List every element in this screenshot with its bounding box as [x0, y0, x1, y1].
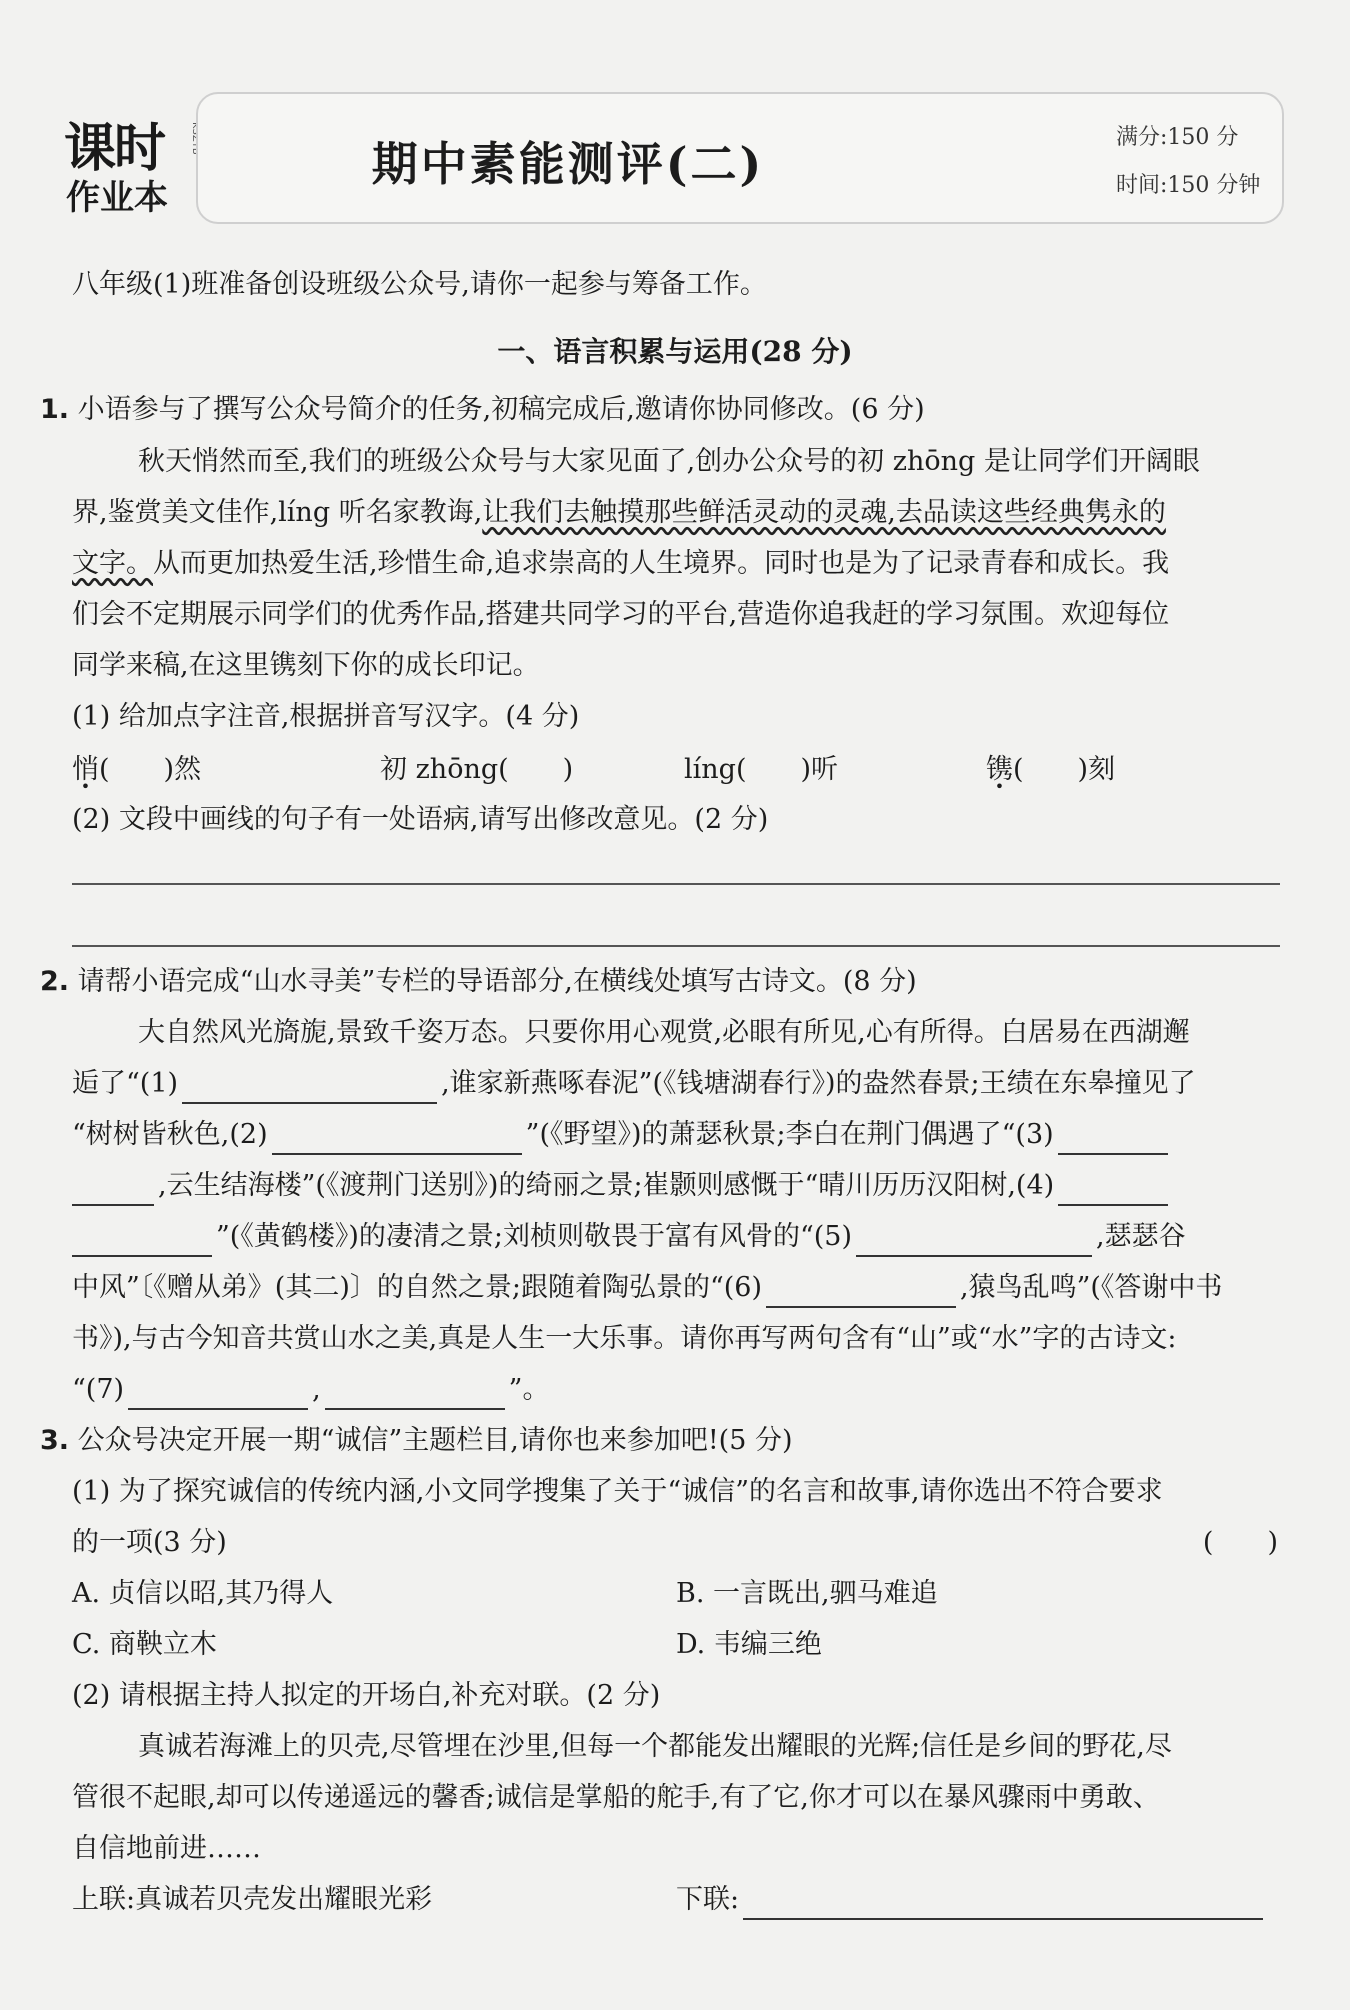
passage-line: 同学来稿,在这里镌刻下你的成长印记。: [72, 650, 540, 681]
option-b[interactable]: B. 一言既出,驷马难追: [676, 1578, 938, 1609]
passage-segment: ”(《野望》)的萧瑟秋景;李白在荆门偶遇了“(3): [525, 1119, 1054, 1150]
sub-question: (1) 给加点字注音,根据拼音写汉字。(4 分): [72, 701, 580, 732]
passage-line: 真诚若海滩上的贝壳,尽管埋在沙里,但每一个都能发出耀眼的光辉;信任是乡间的野花,尽: [138, 1731, 1172, 1762]
fill-blank[interactable]: ( )刻: [1013, 754, 1116, 785]
passage-line: 自信地前进……: [72, 1833, 261, 1864]
answer-blank[interactable]: [325, 1380, 505, 1410]
sub-question: (1) 为了探究诚信的传统内涵,小文同学搜集了关于“诚信”的名言和故事,请你选出不符合要求: [72, 1476, 1163, 1507]
sub-question: 的一项(3 分): [72, 1527, 227, 1558]
passage-line: 秋天悄然而至,我们的班级公众号与大家见面了,创办公众号的初 zhōng 是让同学们开阔眼: [138, 446, 1200, 477]
fill-item[interactable]: 初 zhōng( ): [380, 754, 574, 785]
fill-blank[interactable]: ( )然: [99, 754, 202, 785]
dotted-char: 镌: [986, 754, 1013, 785]
passage-line: 们会不定期展示同学们的优秀作品,搭建共同学习的平台,营造你追我赶的学习氛围。欢迎每位: [72, 599, 1170, 630]
logo-bottom-text: 作业本: [66, 178, 168, 218]
passage-line: [72, 544, 1169, 584]
passage-segment: 界,鉴赏美文佳作,líng 听名家教诲,: [72, 497, 483, 528]
passage-line: [72, 493, 1166, 533]
question-3-text: 公众号决定开展一期“诚信”主题栏目,请你也来参加吧!(5 分): [77, 1425, 793, 1456]
sub-question: (2) 请根据主持人拟定的开场白,补充对联。(2 分): [72, 1680, 661, 1711]
answer-blank[interactable]: [743, 1890, 1263, 1920]
passage-line: 大自然风光旖旎,景致千姿万态。只要你用心观赏,必眼有所见,心有所得。白居易在西湖邂: [138, 1017, 1190, 1048]
option-d[interactable]: D. 韦编三绝: [676, 1629, 822, 1660]
passage-line: [72, 1115, 1172, 1155]
dotted-char: 悄: [72, 754, 99, 785]
fill-item[interactable]: líng( )听: [684, 754, 839, 785]
passage-segment: ,猿鸟乱鸣”(《答谢中书: [960, 1272, 1223, 1303]
passage-segment: ,云生结海楼”(《渡荆门送别》)的绮丽之景;崔颢则感慨于“晴川历历汉阳树,(4): [158, 1170, 1055, 1201]
answer-blank[interactable]: [856, 1227, 1092, 1257]
page-title: 期中素能测评(二): [371, 137, 765, 191]
option-c[interactable]: C. 商鞅立木: [72, 1629, 217, 1660]
intro-text: 八年级(1)班准备创设班级公众号,请你一起参与筹备工作。: [72, 269, 767, 300]
answer-line[interactable]: [72, 883, 1280, 885]
answer-blank[interactable]: [72, 1227, 212, 1257]
passage-segment: 中风”〔《赠从弟》(其二)〕的自然之景;跟随着陶弘景的“(6): [72, 1272, 763, 1303]
answer-blank[interactable]: [182, 1074, 437, 1104]
passage-segment: ,: [312, 1374, 321, 1405]
title-box: [196, 92, 1284, 224]
passage-segment: “树树皆秋色,(2): [72, 1119, 268, 1150]
answer-blank[interactable]: [128, 1380, 308, 1410]
answer-blank[interactable]: [72, 1176, 154, 1206]
upper-couplet: 上联:真诚若贝壳发出耀眼光彩: [72, 1884, 433, 1915]
question-1: [40, 390, 925, 430]
question-2: [40, 962, 917, 1002]
fill-item[interactable]: [986, 750, 1115, 790]
passage-line: [72, 1166, 1172, 1206]
answer-blank[interactable]: [272, 1125, 522, 1155]
exam-time: 时间:150 分钟: [1116, 173, 1261, 198]
underlined-sentence: 文字。: [72, 548, 153, 579]
answer-blank[interactable]: [1058, 1125, 1168, 1155]
question-number: 1.: [40, 394, 70, 425]
logo-top-text: 课时: [64, 119, 165, 179]
underlined-sentence: 让我们去触摸那些鲜活灵动的灵魂,去品读这些经典隽永的: [482, 497, 1166, 528]
passage-line: [72, 1370, 549, 1410]
fill-item[interactable]: [72, 750, 201, 790]
sub-question: (2) 文段中画线的句子有一处语病,请写出修改意见。(2 分): [72, 804, 769, 835]
question-3: [40, 1421, 793, 1461]
full-score: 满分:150 分: [1116, 125, 1239, 150]
lower-couplet-label: 下联:: [676, 1884, 740, 1915]
answer-paren[interactable]: ( ): [1202, 1527, 1278, 1558]
answer-blank[interactable]: [766, 1278, 956, 1308]
question-1-text: 小语参与了撰写公众号简介的任务,初稿完成后,邀请你协同修改。(6 分): [77, 394, 925, 425]
brand-logo: [40, 92, 210, 222]
lower-couplet: [676, 1880, 1267, 1920]
answer-blank[interactable]: [1058, 1176, 1168, 1206]
passage-segment: ,谁家新燕啄春泥”(《钱塘湖春行》)的盎然春景;王绩在东皋撞见了: [441, 1068, 1196, 1099]
passage-line: [72, 1268, 1222, 1308]
option-a[interactable]: A. 贞信以昭,其乃得人: [72, 1578, 334, 1609]
passage-segment: 从而更加热爱生活,珍惜生命,追求崇高的人生境界。同时也是为了记录青春和成长。我: [153, 548, 1170, 579]
passage-segment: ”。: [508, 1374, 550, 1405]
passage-segment: “(7): [72, 1374, 125, 1405]
question-number: 3.: [40, 1425, 70, 1456]
passage-line: 书》),与古今知音共赏山水之美,真是人生一大乐事。请你再写两句含有“山”或“水”字的古诗文:: [72, 1323, 1177, 1354]
question-2-text: 请帮小语完成“山水寻美”专栏的导语部分,在横线处填写古诗文。(8 分): [77, 966, 917, 997]
passage-segment: ”(《黄鹤楼》)的凄清之景;刘桢则敬畏于富有风骨的“(5): [216, 1221, 853, 1252]
answer-line[interactable]: [72, 945, 1280, 947]
section-heading: 一、语言积累与运用(28 分): [497, 335, 853, 368]
passage-segment: ,瑟瑟谷: [1096, 1221, 1186, 1252]
passage-segment: 逅了“(1): [72, 1068, 179, 1099]
passage-line: [72, 1217, 1186, 1257]
question-number: 2.: [40, 966, 70, 997]
passage-line: 管很不起眼,却可以传递遥远的馨香;诚信是掌船的舵手,有了它,你才可以在暴风骤雨中勇敢、: [72, 1782, 1160, 1813]
passage-line: [72, 1064, 1196, 1104]
